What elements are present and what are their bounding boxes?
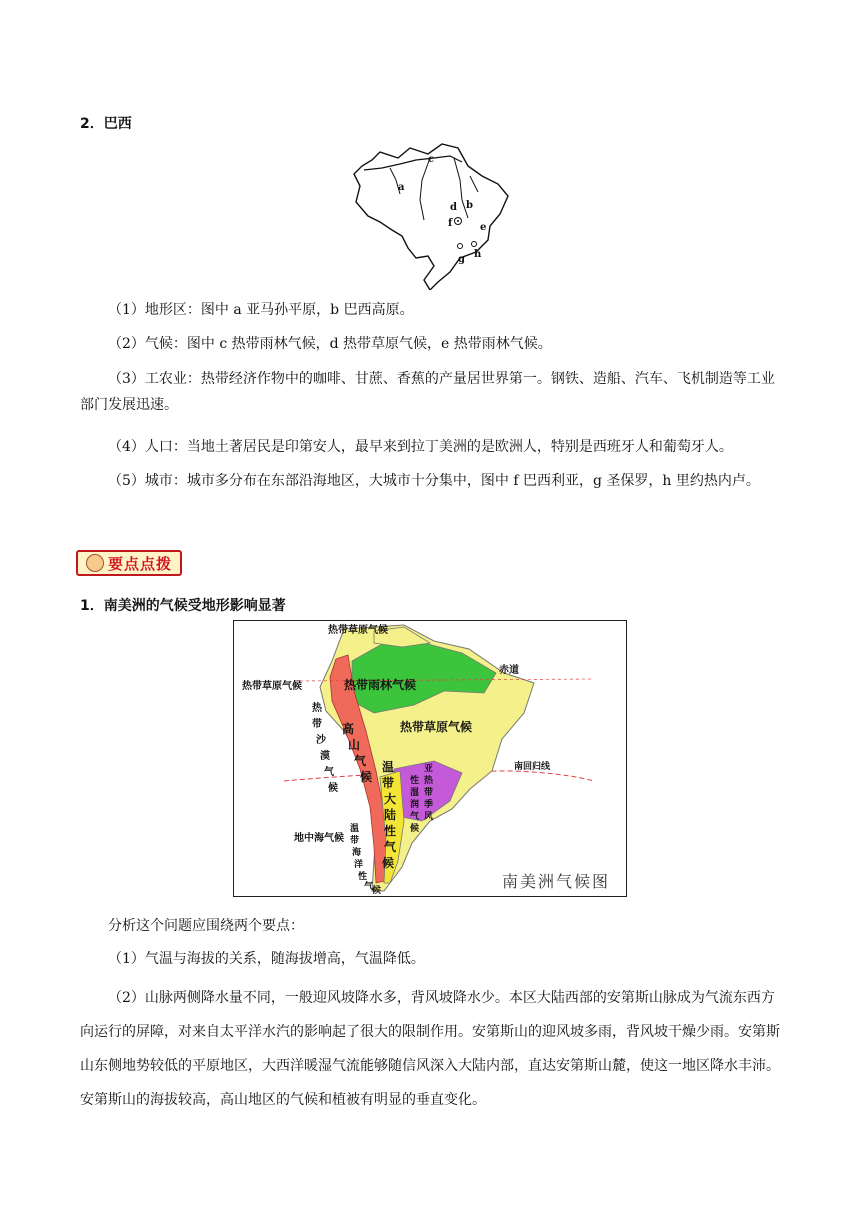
- map-letter-b: b: [466, 200, 473, 211]
- label-savanna-left: 热带草原气候: [242, 681, 302, 692]
- svg-text:候: 候: [360, 770, 373, 784]
- climate-map-svg: [234, 621, 626, 896]
- section-heading-brazil: 2．巴西: [80, 116, 132, 132]
- label-rainforest: 热带雨林气候: [344, 678, 417, 692]
- svg-text:候: 候: [372, 886, 382, 896]
- label-savanna-mid: 热带草原气候: [400, 720, 473, 734]
- svg-text:带: 带: [424, 788, 434, 798]
- svg-text:气: 气: [364, 882, 374, 892]
- brazil-outline: [354, 144, 508, 290]
- svg-text:热: 热: [312, 703, 322, 714]
- label-subtropical: [424, 762, 434, 822]
- svg-text:气: 气: [384, 840, 397, 854]
- svg-text:山: 山: [348, 738, 361, 752]
- brazil-item-4: （4）人口：当地土著居民是印第安人，最早来到拉丁美洲的是欧洲人，特别是西班牙人和葡萄牙人。: [108, 439, 733, 455]
- analysis-intro: 分析这个问题应围绕两个要点：: [108, 918, 304, 934]
- label-humid: [409, 774, 420, 834]
- map-letter-e: e: [480, 222, 487, 233]
- label-mediterranean: 地中海气候: [294, 833, 344, 844]
- map-letter-c: c: [428, 154, 435, 165]
- brazil-item-3: （3）工农业：热带经济作物中的咖啡、甘蔗、香蕉的产量居世界第一。钢铁、造船、汽车、飞机制造等工业部门发展迅速。: [80, 371, 775, 413]
- analysis-item-1: （1）气温与海拔的关系，随海拔增高，气温降低。: [108, 951, 425, 967]
- svg-text:温: 温: [350, 824, 360, 834]
- svg-text:陆: 陆: [384, 808, 397, 822]
- svg-text:气: 气: [410, 812, 420, 822]
- svg-text:海: 海: [352, 848, 362, 858]
- brazil-map: [350, 140, 512, 290]
- brazil-item-2: （2）气候：图中 c 热带雨林气候，d 热带草原气候，e 热带雨林气候。: [108, 336, 552, 352]
- section-heading-climate: 1．南美洲的气候受地形影响显著: [80, 598, 286, 614]
- svg-text:候: 候: [382, 856, 395, 870]
- svg-text:亚: 亚: [424, 764, 434, 774]
- svg-text:性: 性: [358, 872, 368, 882]
- svg-text:带: 带: [350, 836, 360, 846]
- svg-text:洋: 洋: [354, 860, 364, 870]
- svg-text:季: 季: [424, 800, 434, 810]
- svg-text:湿: 湿: [410, 788, 420, 798]
- badge-label: 要点点拨: [107, 554, 172, 573]
- svg-text:漠: 漠: [320, 751, 330, 762]
- south-america-climate-map: [233, 620, 627, 897]
- map-letter-g: g: [458, 254, 465, 265]
- map-letter-f: f: [448, 218, 453, 229]
- label-savanna-top: 热带草原气候: [328, 625, 388, 636]
- brazil-item-1: （1）地形区：图中 a 亚马孙平原，b 巴西高原。: [108, 302, 414, 318]
- svg-text:高: 高: [342, 722, 355, 736]
- svg-text:润: 润: [410, 800, 420, 810]
- svg-text:候: 候: [410, 824, 420, 834]
- map-letter-a: a: [398, 182, 405, 193]
- svg-text:候: 候: [328, 783, 338, 794]
- svg-text:气: 气: [324, 767, 334, 778]
- svg-text:性: 性: [384, 824, 397, 838]
- brazil-item-5: （5）城市：城市多分布在东部沿海地区，大城市十分集中，图中 f 巴西利亚，g 圣保罗，h 里约热内卢。: [108, 473, 760, 489]
- key-points-badge: [76, 550, 182, 576]
- svg-text:沙: 沙: [316, 735, 326, 746]
- analysis-item-2: （2）山脉两侧降水量不同，一般迎风坡降水多，背风坡降水少。本区大陆西部的安第斯山脉成为气流东西方向运行的屏障，对来自太平洋水汽的影响起了很大的限制作用。安第斯山的迎风坡多雨，背风坡干燥少雨。安第斯山东侧地势较低的平原地区，大西洋暖湿气流能够随信风深入大陆内部，直达安第斯山麓，使这一地区降水丰沛。安第斯山的海拔较高，高山地区的气候和植被有明显的垂直变化。: [80, 990, 780, 1108]
- teacher-icon: [86, 554, 104, 572]
- svg-text:大: 大: [384, 792, 397, 806]
- map-letter-h: h: [474, 249, 482, 260]
- svg-text:风: 风: [424, 812, 434, 822]
- svg-text:气: 气: [354, 754, 367, 768]
- label-equator: 赤道: [499, 665, 519, 676]
- svg-text:带: 带: [382, 776, 395, 790]
- map-letter-d: d: [450, 202, 457, 213]
- svg-text:温: 温: [382, 760, 395, 774]
- label-tropic: 南回归线: [514, 762, 551, 772]
- map-title: 南美洲气候图: [502, 872, 611, 891]
- svg-text:热: 热: [424, 776, 434, 786]
- svg-text:带: 带: [312, 719, 322, 730]
- svg-text:性: 性: [410, 776, 420, 786]
- brasilia-dot: [457, 220, 459, 222]
